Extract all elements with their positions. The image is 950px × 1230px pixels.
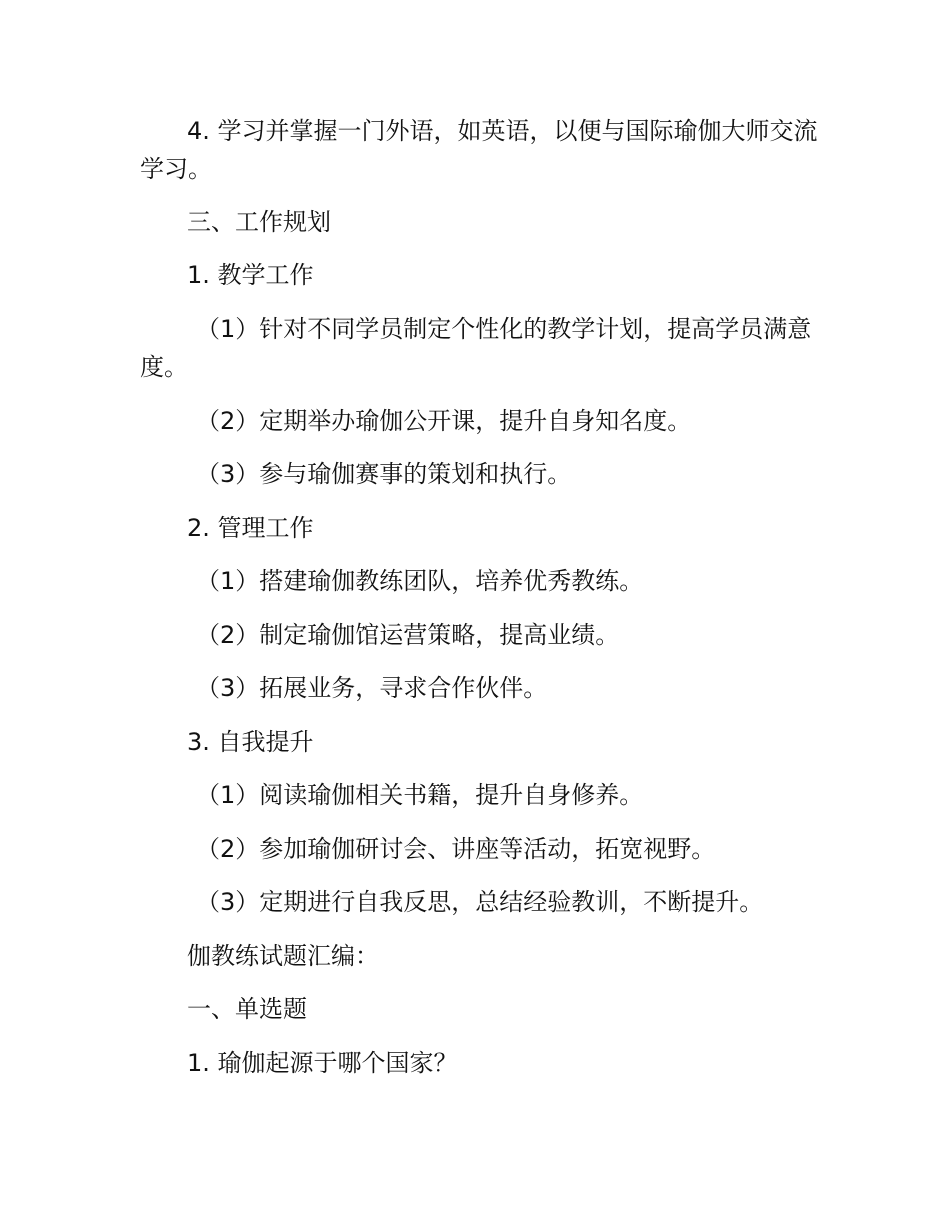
paragraph-teaching-3: （3）参与瑜伽赛事的策划和执行。	[196, 460, 572, 488]
paragraph-self-2: （2）参加瑜伽研讨会、讲座等活动，拓宽视野。	[196, 835, 716, 863]
question-1: 1. 瑜伽起源于哪个国家？	[187, 1049, 458, 1077]
paragraph-self-1: （1）阅读瑜伽相关书籍，提升自身修养。	[196, 781, 644, 809]
heading-exam-collection: 伽教练试题汇编：	[187, 942, 379, 970]
heading-single-choice: 一、单选题	[187, 995, 307, 1023]
paragraph-self-3: （3）定期进行自我反思，总结经验教训，不断提升。	[196, 888, 764, 916]
heading-management-work: 2. 管理工作	[187, 514, 314, 542]
heading-self-improvement: 3. 自我提升	[187, 728, 314, 756]
heading-work-plan: 三、工作规划	[187, 208, 331, 236]
paragraph-teaching-1: （1）针对不同学员制定个性化的教学计划，提高学员满意度。	[140, 315, 812, 381]
paragraph-management-1: （1）搭建瑜伽教练团队，培养优秀教练。	[196, 567, 644, 595]
heading-teaching-work: 1. 教学工作	[187, 261, 314, 289]
paragraph-teaching-2: （2）定期举办瑜伽公开课，提升自身知名度。	[196, 407, 692, 435]
paragraph-foreign-language: 4. 学习并掌握一门外语，如英语，以便与国际瑜伽大师交流学习。	[140, 117, 818, 183]
paragraph-management-3: （3）拓展业务，寻求合作伙伴。	[196, 674, 548, 702]
paragraph-management-2: （2）制定瑜伽馆运营策略，提高业绩。	[196, 621, 620, 649]
